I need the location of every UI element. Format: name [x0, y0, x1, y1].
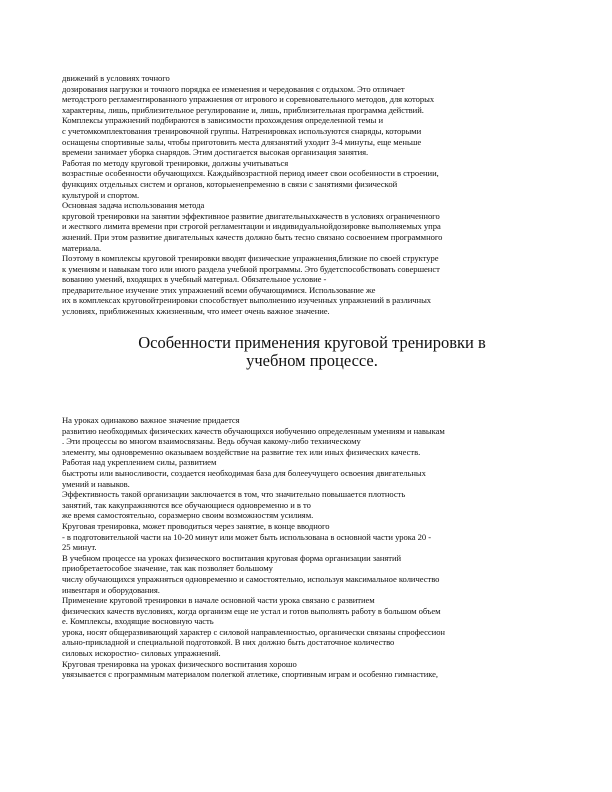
- text-line: развитию необходимых физических качеств обучающихся иобучению определенным умениям и навыкам: [62, 425, 445, 436]
- text-line: Комплексы упражнений подбираются в зависимости прохождения определенной темы и: [62, 115, 384, 126]
- text-line: Поэтому в комплексы круговой тренировки вводят физические упражнения,близкие по своей структуре: [62, 253, 439, 264]
- text-line: с учетомкомплектования тренировочной группы. Натренировках используются снаряды, которыми: [62, 125, 422, 136]
- section-heading-line-2: учебном процессе.: [246, 351, 378, 370]
- text-line: урока, носят общеразвивающий характер с силовой направленностью, органически связаны спрофессион: [62, 626, 445, 637]
- text-line: условиях, приближенных кжизненным, что имеет очень важное значение.: [62, 306, 330, 317]
- text-line: числу обучающихся упражняться одновременно и самостоятельно, используя максимальное количество: [62, 573, 440, 584]
- body-paragraphs: [62, 415, 562, 680]
- text-line: ально-прикладной и специальной подготовкой. В них должно быть достаточное количество: [62, 637, 395, 648]
- text-line: Круговая тренировка, может проводиться через занятие, в конце вводного: [62, 520, 330, 531]
- text-line: их в комплексах круговойтренировки способствует выполнению изученных упражнений в различных: [62, 295, 432, 306]
- text-line: физических качеств вусловиях, когда организм еще не устал и готов выполнять работу в большом объем: [62, 605, 441, 616]
- text-line: дозирования нагрузки и точного порядка ее изменения и чередования с отдыхом. Это отличает: [62, 83, 405, 94]
- text-line: круговой тренировки на занятии эффективное развитие двигательныхкачеств в условиях ограниченного: [62, 210, 440, 221]
- text-line: предварительное изучение этих упражнений всеми обучающимися. Использование же: [62, 284, 376, 295]
- text-line: жнений. При этом развитие двигательных качеств должно быть тесно связано сосвоением программного: [62, 231, 443, 242]
- text-line: возрастные особенности обучающихся. Каждыйвозрастной период имеет свои особенности в строении,: [62, 168, 439, 179]
- text-line: увязывается с программным материалом полегкой атлетике, спортивным играм и особенно гимнастике,: [62, 669, 439, 680]
- text-line: материала.: [62, 242, 102, 253]
- text-line: е. Комплексы, входящие восновную часть: [62, 616, 214, 627]
- text-line: элементу, мы одновременно оказываем воздействие на развитие тех или иных физических качеств.: [62, 446, 421, 457]
- section-heading: [62, 334, 562, 370]
- text-line: вованию умений, входящих в учебный материал. Обязательное условие -: [62, 274, 327, 285]
- text-line: На уроках одинаково важное значение придается: [62, 415, 240, 425]
- text-line: . Эти процессы во многом взаимосвязаны. Ведь обучая какому-либо техническому: [62, 436, 361, 447]
- text-line: оснащены спортивные залы, чтобы приготовить места длязанятий уходит 3-4 минуты, еще меньше: [62, 136, 422, 147]
- text-line: инвентаря и оборудования.: [62, 584, 160, 595]
- text-line: культурой и спортом.: [62, 189, 140, 200]
- text-line: Работая над укреплением силы, развитием: [62, 457, 217, 468]
- text-line: В учебном процессе на уроках физического воспитания круговая форма организации занятий: [62, 552, 402, 563]
- text-line: же время самостоятельно, соразмерно своим возможностям усилиям.: [62, 510, 314, 521]
- section-heading-line-1: Особенности применения круговой тренировки в: [138, 333, 486, 352]
- text-line: движений в условиях точного: [62, 73, 170, 83]
- text-line: характерны, лишь, приблизительное регулирование и, лишь, приблизительная программа действий.: [62, 104, 424, 115]
- text-line: Круговая тренировка на уроках физического воспитания хорошо: [62, 658, 297, 669]
- text-line: 25 минут.: [62, 542, 97, 553]
- text-line: силовых искоростно- силовых упражнений.: [62, 648, 221, 659]
- text-line: к умениям и навыкам того или иного раздела учебной программы. Это будетспособствовать совершенст: [62, 263, 440, 274]
- text-line: времени занимает уборка снарядов. Этим достигается высокая организация занятия.: [62, 147, 369, 158]
- text-line: приобретаетособое значение, так как позволяет большому: [62, 563, 273, 574]
- text-line: Работая по методу круговой тренировки, должны учитываться: [62, 157, 289, 168]
- text-line: быстроты или выносливости, создается необходимая база для болееучущего освоения двигательных: [62, 467, 426, 478]
- text-line: - в подготовительной части на 10-20 минут или может быть использована в основной части урока 20 -: [62, 531, 432, 542]
- text-line: Эффективность такой организации заключается в том, что значительно повышается плотность: [62, 489, 406, 500]
- text-line: и жесткого лимита времени при строгой регламентации и индивидуальнойдозировке выполняемых упра: [62, 221, 441, 232]
- text-line: Основная задача использования метода: [62, 200, 205, 211]
- text-line: занятий, так какупражняются все обучающиеся одновременно и в то: [62, 499, 311, 510]
- text-line: Применение круговой тренировки в начале основной части урока связано с развитием: [62, 595, 375, 606]
- text-line: методстрого регламентированного упражнения от игрового и соревновательного методов, для которых: [62, 94, 435, 105]
- text-line: умений и навыков.: [62, 478, 130, 489]
- intro-paragraphs: [62, 73, 562, 317]
- text-line: функциях отдельных систем и органов, которыенепременно в связи с занятиями физической: [62, 178, 398, 189]
